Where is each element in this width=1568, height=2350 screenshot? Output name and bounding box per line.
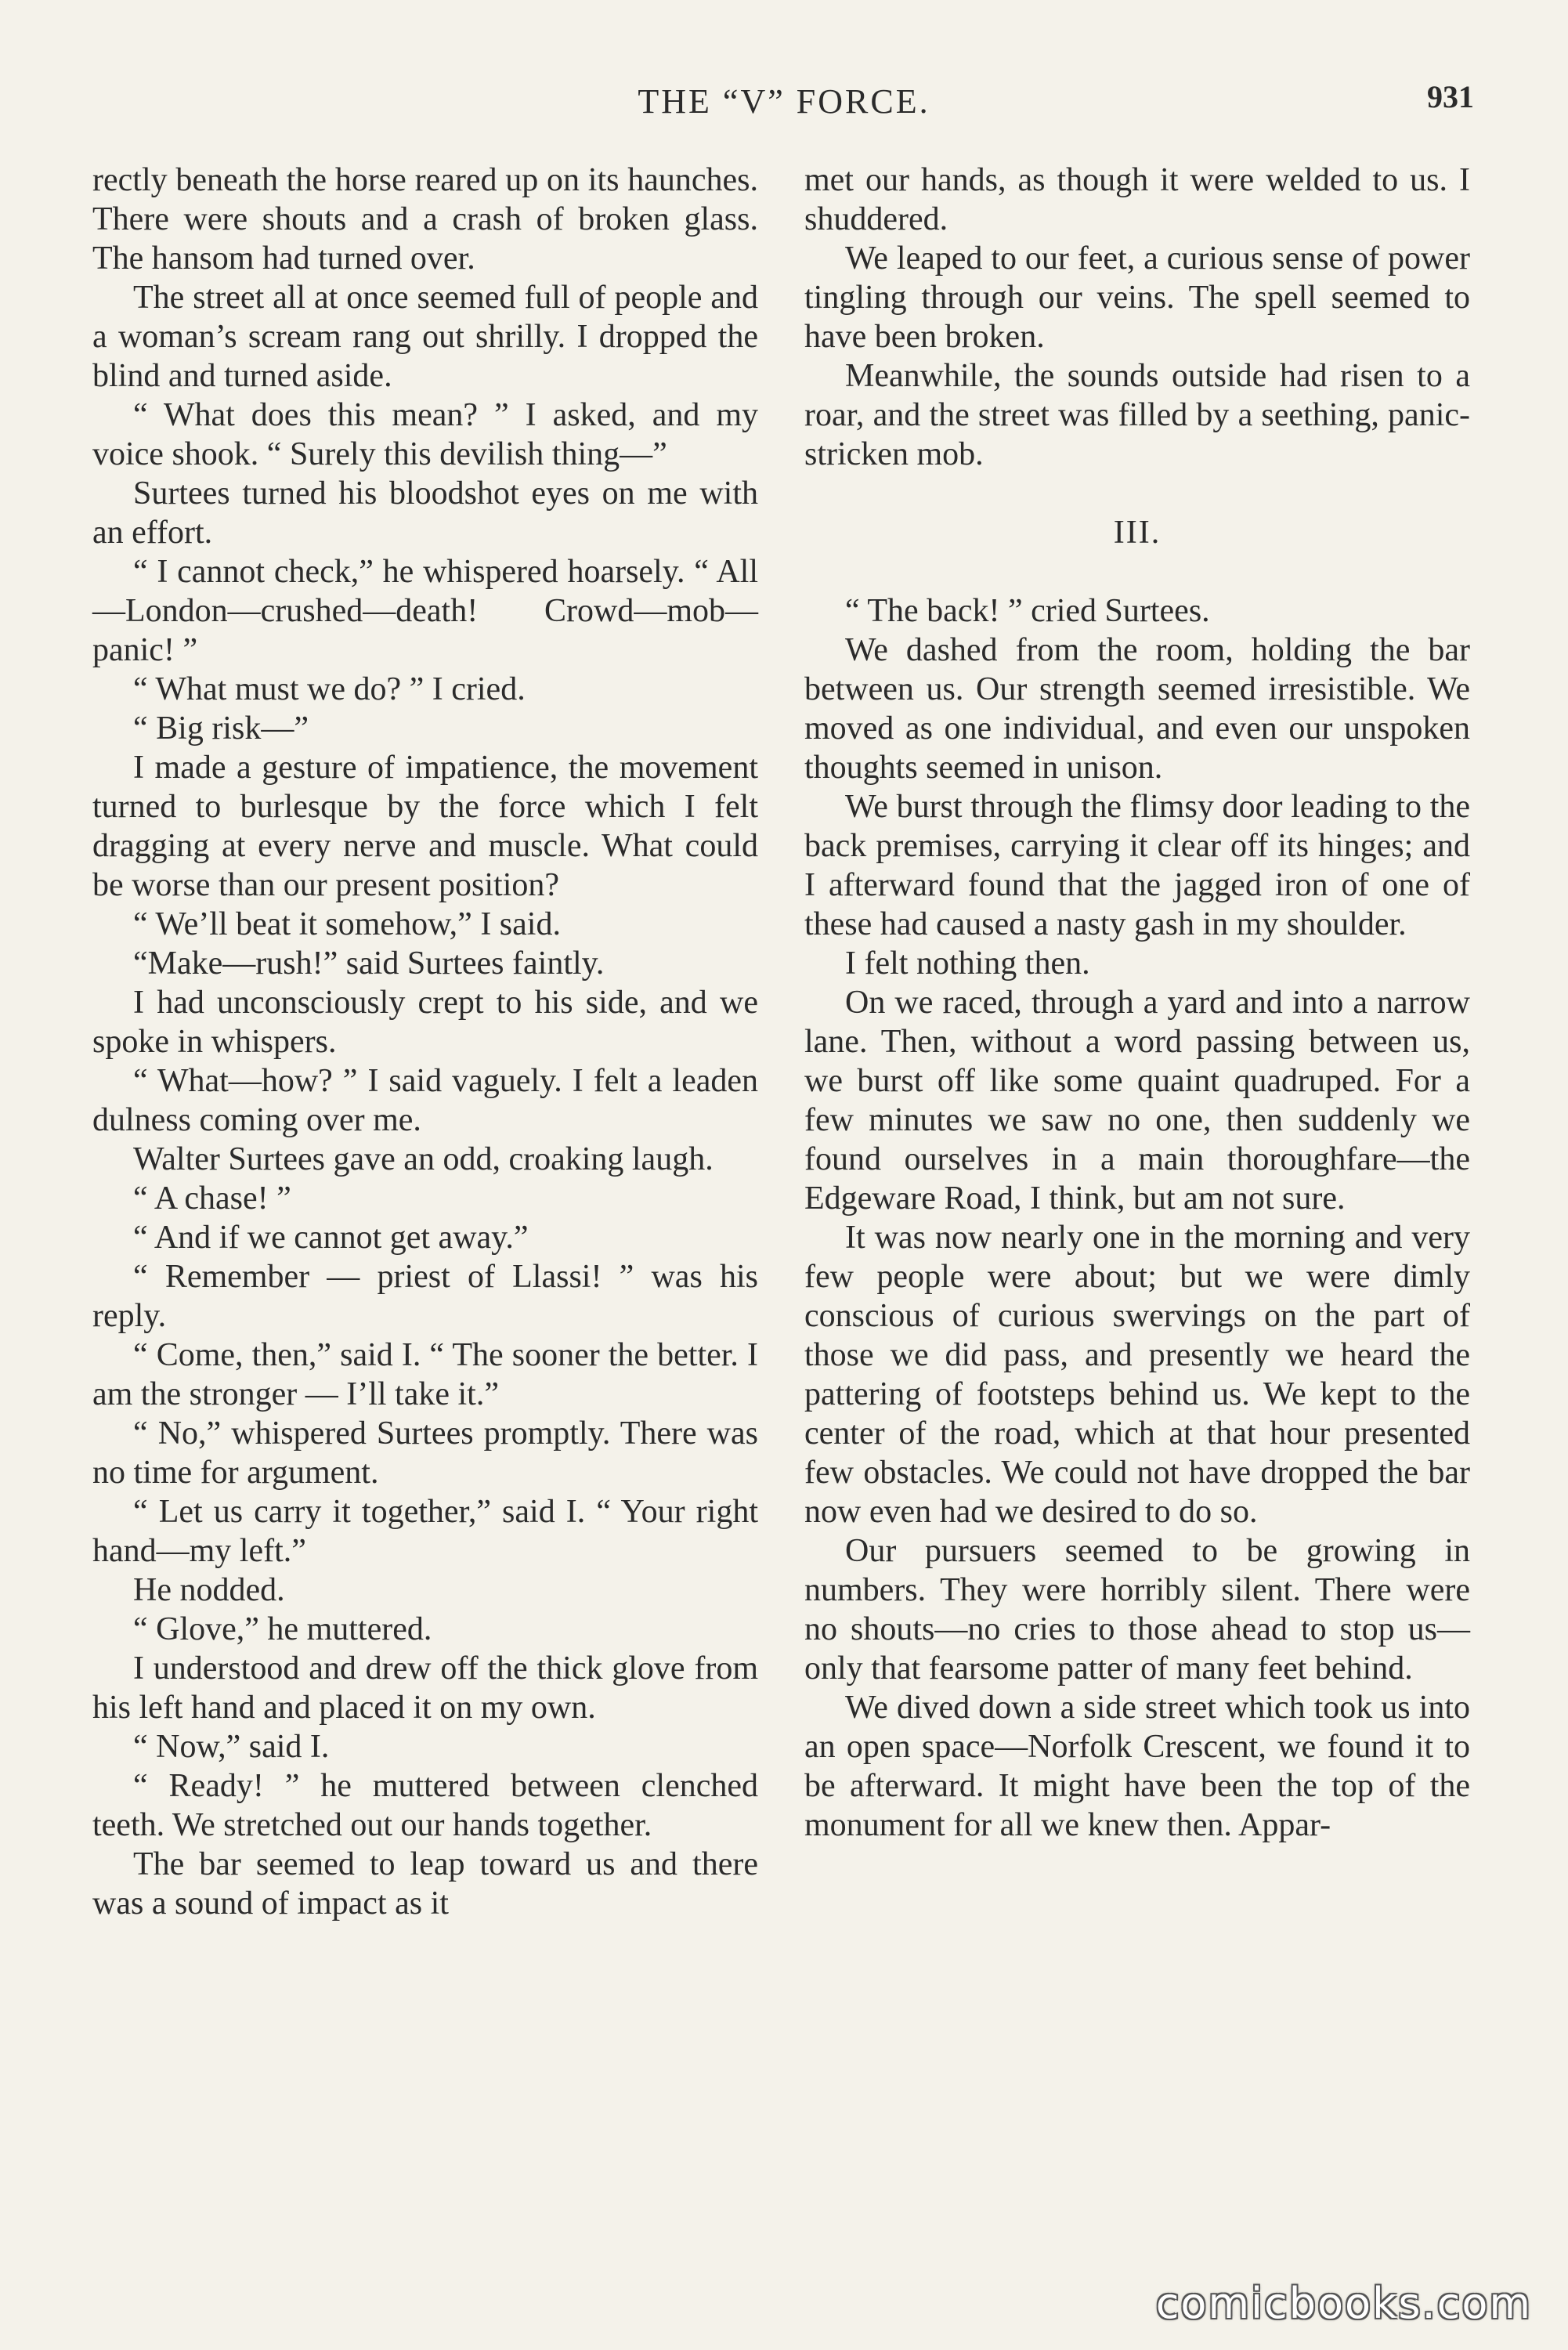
paragraph: On we raced, through a yard and into a narrow lane. Then, without a word passing between us, we burst off like some quaint quadruped. For a few minutes we saw no one, then suddenly we found ourselves in a main thoroughfare—the Edgeware Road, I think, but am not sure. <box>804 985 1470 1217</box>
paragraph: “ Let us carry it together,” said I. “ Your right hand—my left.” <box>92 1494 758 1569</box>
paragraph: He nodded. <box>133 1572 285 1608</box>
paragraph: We leaped to our feet, a curious sense of power tingling through our veins. The spell seemed to have been broken. <box>804 240 1470 355</box>
paragraph: “ A chase! ” <box>133 1180 291 1217</box>
paragraph: “ We’ll beat it somehow,” I said. <box>133 906 561 942</box>
paragraph: “ I cannot check,” he whispered hoarsely. “ All—London—crushed—death! Crowd—mob—panic! ” <box>92 554 758 668</box>
paragraph: I had unconsciously crept to his side, and we spoke in whispers. <box>92 985 758 1060</box>
paragraph: “ Now,” said I. <box>133 1729 330 1765</box>
paragraph: “ Glove,” he muttered. <box>133 1611 432 1647</box>
paragraph: I understood and drew off the thick glove from his left hand and placed it on my own. <box>92 1650 758 1726</box>
paragraph: “ What—how? ” I said vaguely. I felt a leaden dulness coming over me. <box>92 1063 758 1138</box>
paragraph: It was now nearly one in the morning and very few people were about; but we were dimly conscious of curious swervings on the part of those we did pass, and presently we heard the pattering of footsteps behind us. We kept to the center of the road, which at that hour presented few obstacles. We could not have dropped the bar now even had we desired to do so. <box>804 1220 1470 1530</box>
paragraph: Our pursuers seemed to be growing in numbers. They were horribly silent. There were no shouts—no cries to those ahead to stop us—only that fearsome patter of many feet behind. <box>804 1533 1470 1687</box>
paragraph: Walter Surtees gave an odd, croaking laugh. <box>133 1141 714 1177</box>
paragraph: “ No,” whispered Surtees promptly. There was no time for argument. <box>92 1415 758 1491</box>
paragraph: We burst through the flimsy door leading to the back premises, carrying it clear off its hinges; and I afterward found that the jagged iron of one of these had caused a nasty gash in my shoulder. <box>804 789 1470 942</box>
paragraph: rectly beneath the horse reared up on its haunches. There were shouts and a crash of broken glass. The hansom had turned over. <box>92 162 758 277</box>
paragraph: “ Come, then,” said I. “ The sooner the better. I am the stronger — I’ll take it.” <box>92 1337 758 1412</box>
paragraph: We dived down a side street which took us into an open space—Norfolk Crescent, we found it to be afterward. It might have been the top of the monument for all we knew then. Appar- <box>804 1690 1470 1843</box>
right-column <box>804 161 1470 1845</box>
paragraph: I made a gesture of impatience, the movement turned to burlesque by the force which I felt dragging at every nerve and muscle. What could be worse than our present position? <box>92 750 758 903</box>
watermark: comicbooks.com <box>1155 2279 1532 2328</box>
left-column <box>92 161 758 1923</box>
paragraph: met our hands, as though it were welded to us. I shuddered. <box>804 162 1470 237</box>
running-title: THE “V” FORCE. <box>638 82 930 121</box>
paragraph: Meanwhile, the sounds outside had risen to a roar, and the street was filled by a seething, panic-stricken mob. <box>804 358 1470 472</box>
paragraph: “ And if we cannot get away.” <box>133 1220 529 1256</box>
paragraph: “ Remember — priest of Llassi! ” was his reply. <box>92 1259 758 1334</box>
page-number: 931 <box>1427 79 1474 114</box>
section-heading: III. <box>1113 515 1162 551</box>
paragraph: Surtees turned his bloodshot eyes on me with an effort. <box>92 475 758 551</box>
paragraph: “ The back! ” cried Surtees. <box>845 593 1210 629</box>
paragraph: I felt nothing then. <box>845 945 1090 982</box>
paragraph: “ Big risk—” <box>133 710 309 747</box>
paragraph: The bar seemed to leap toward us and there was a sound of impact as it <box>92 1846 758 1922</box>
paragraph: The street all at once seemed full of people and a woman’s scream rang out shrilly. I dropped the blind and turned aside. <box>92 280 758 394</box>
paragraph: “ Ready! ” he muttered between clenched teeth. We stretched out our hands together. <box>92 1768 758 1843</box>
paragraph: “ What must we do? ” I cried. <box>133 671 526 707</box>
paragraph: “Make—rush!” said Surtees faintly. <box>133 945 605 982</box>
page-header <box>0 78 1568 125</box>
paragraph: We dashed from the room, holding the bar between us. Our strength seemed irresistible. We moved as one individual, and even our unspoken thoughts seemed in unison. <box>804 632 1470 786</box>
paragraph: “ What does this mean? ” I asked, and my voice shook. “ Surely this devilish thing—” <box>92 397 758 472</box>
